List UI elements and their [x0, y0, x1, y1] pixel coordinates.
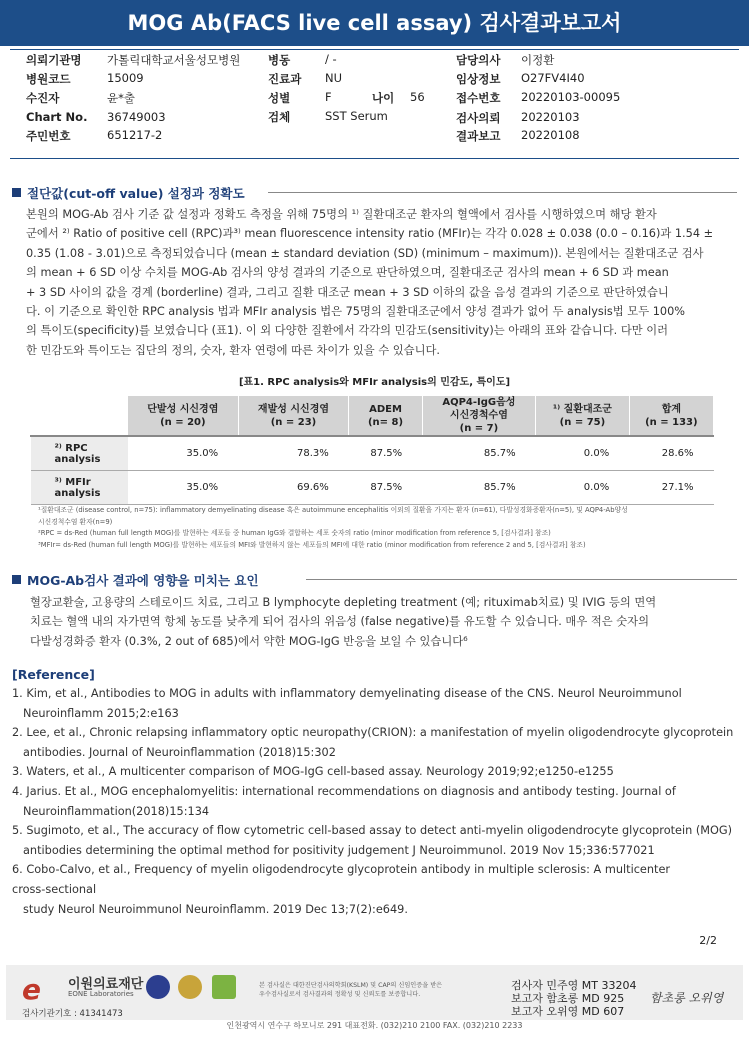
id-label: 주민번호	[26, 129, 71, 143]
table-cell: 28.6%	[629, 436, 713, 471]
chart-value: 36749003	[107, 110, 166, 124]
age-value: 56	[410, 90, 425, 104]
hospital-label: 의뢰기관명	[26, 53, 82, 67]
cap-cert-icon	[146, 975, 170, 999]
dept-label: 진료과	[268, 72, 302, 86]
id-value: 651217-2	[107, 128, 163, 142]
doctor-value: 이정환	[521, 53, 555, 67]
list-item: antibodies. Journal of Neuroinflammation (2018)15:302	[23, 745, 336, 759]
row-label: ³⁾ MFIr analysis	[31, 471, 128, 505]
hospital-value: 가톨릭대학교서울성모병원	[107, 53, 241, 67]
table-row	[31, 436, 714, 471]
table-cell: 0.0%	[536, 471, 630, 505]
reference-list	[12, 684, 734, 919]
list-item: 2. Lee, et al., Chronic relapsing inflammatory optic neuropathy(CRION): a manifestation of myelin oligodendrocyte glycoprotein	[12, 726, 734, 740]
report-title: MOG Ab(FACS live cell assay) 검사결과보고서	[0, 0, 749, 46]
specimen-label: 검체	[268, 110, 291, 124]
list-item: 3. Waters, et al., A multicenter comparison of MOG-IgG cell-based assay. Neurology 2019;92;e1250-e1255	[12, 765, 614, 779]
table-cell: 0.0%	[536, 436, 630, 471]
iso-cert-icon	[178, 975, 202, 999]
request-label: 검사의뢰	[456, 111, 501, 125]
eone-logo-icon: e	[22, 973, 41, 1006]
table-row	[31, 471, 714, 505]
table-cell: 85.7%	[422, 471, 535, 505]
list-item: cross-sectional	[12, 882, 97, 896]
chart-label: Chart No.	[26, 110, 88, 124]
list-item: 5. Sugimoto, et al., The accuracy of flow cytometric cell-based assay to detect anti-myelin oligodendrocyte glycoprotein (MOG)	[12, 824, 733, 838]
bullet-square-icon	[12, 188, 21, 197]
clinical-label: 임상정보	[456, 72, 501, 86]
tester-info: 검사자 민주영 MT 33204	[511, 979, 637, 992]
certification-notice: 본 검사실은 대한진단검사의학회(KSLM) 및 CAP의 신임인증을 받은 우수검사실로서 검사결과의 정확성 및 신뢰도를 보증합니다.	[259, 982, 443, 998]
table-header-cell: 재발성 시신경염 (n = 23)	[238, 396, 349, 437]
info-divider	[10, 158, 739, 159]
list-item: Neuroinflammation(2018)15:134	[23, 804, 210, 818]
doctor-label: 담당의사	[456, 53, 501, 67]
table-cell: 78.3%	[238, 436, 349, 471]
company-name: 이원의료재단	[68, 977, 144, 992]
table-cell: 87.5%	[349, 436, 422, 471]
section-factors-text: 혈장교환술, 고용량의 스테로이드 치료, 그리고 B lymphocyte depleting treatment (예; rituximab치료) 및 IVIG 등의 면역 치료는 혈액 내의 자가면역 항체 농도를 낮추게 되어 검사의 위음성 (false negative)를 유도할 수 있습니다. 매우 적은 숫자의 다발성경화증 환자 (0.3%, 2 out of 685)에서 약한 MOG-IgG 반응을 보일 수 있습니다⁶	[30, 596, 657, 648]
report-date-label: 결과보고	[456, 129, 501, 143]
clinical-value: O27FV4I40	[521, 71, 585, 85]
age-label: 나이	[372, 91, 395, 105]
kslm-cert-icon	[212, 975, 236, 999]
examinee-value: 윤*출	[107, 91, 135, 105]
footer	[6, 965, 743, 1020]
ward-value: / -	[325, 52, 337, 66]
list-item: antibodies determining the optimal method for positivity judgement J Neuroimmunol. 2019 Nov 15;336:577021	[23, 843, 655, 857]
list-item: 4. Jarius. Et al., MOG encephalomyelitis: international recommendations on diagnosis and antibody testing. Journal of	[12, 784, 676, 798]
table-header-cell: 단발성 시신경염 (n = 20)	[128, 396, 239, 437]
sensitivity-table	[30, 395, 714, 505]
table-cell: 35.0%	[128, 436, 239, 471]
reference-heading: [Reference]	[12, 667, 95, 682]
request-value: 20220103	[521, 110, 580, 124]
reporter-info-2: 보고자 오위영 MD 607	[511, 1005, 625, 1018]
specimen-value: SST Serum	[325, 109, 388, 123]
table-header-cell: AQP4-IgG음성 시신경척수염 (n = 7)	[422, 396, 535, 437]
section-cutoff-heading: 절단값(cut-off value) 설정과 정확도	[12, 184, 245, 202]
list-item: 1. Kim, et al., Antibodies to MOG in adults with inflammatory demyelinating disease of the CNS. Neurol Neuroimmunol	[12, 687, 682, 700]
header-divider	[10, 49, 739, 50]
table-header-row	[31, 396, 714, 437]
company-name-en: EONE Laboratories	[68, 990, 134, 998]
list-item: Neuroinflamm 2015;2:e163	[23, 706, 179, 720]
signature: 함초롱 오위영	[650, 991, 724, 1005]
institution-code: 검사기관기호 : 41341473	[22, 1009, 123, 1019]
dept-value: NU	[325, 71, 343, 85]
table-cell: 35.0%	[128, 471, 239, 505]
sex-value: F	[325, 90, 332, 104]
list-item: study Neurol Neuroimmunol Neuroinflamm. 2019 Dec 13;7(2):e649.	[23, 902, 408, 916]
table-header-cell	[31, 396, 128, 437]
row-label: ²⁾ RPC analysis	[31, 436, 128, 471]
company-address: 인천광역시 연수구 하모니로 291 대표전화. (032)210 2100 FAX. (032)210 2233	[226, 1021, 523, 1030]
table-header-cell: ADEM (n= 8)	[349, 396, 422, 437]
code-label: 병원코드	[26, 72, 71, 86]
table-cell: 69.6%	[238, 471, 349, 505]
section-cutoff-rule	[268, 192, 737, 193]
table-cell: 85.7%	[422, 436, 535, 471]
table-title: [표1. RPC analysis와 MFIr analysis의 민감도, 특이도]	[238, 377, 511, 388]
list-item: 6. Cobo-Calvo, et al., Frequency of myelin oligodendrocyte glycoprotein antibody in multiple sclerosis: A multicenter	[12, 863, 671, 877]
section-cutoff-text: 본원의 MOG-Ab 검사 기준 값 설정과 정확도 측정을 위해 75명의 ¹⁾ 질환대조군 환자의 혈액에서 검사를 시행하였으며 해당 환자 군에서 ²⁾ Ratio of positive cell (RPC)과³⁾ mean fluorescence intensity ratio (MFIr)는 각각 0.028 ± 0.038 (0.0 – 0.16)과 1.54 ± 0.35 (1.08 - 3.01)으로 측정되었습니다 (mean ± standard deviation (SD) (minimum – maximum)). 본원에서는 질환대조군 검사 의 mean + 6 SD 이상 수치를 MOG-Ab 검사의 양성 결과의 기준으로 판단하였으며, 질환대조군 검사의 mean + 6 SD 과 mean + 3 SD 사이의 값을 경계 (borderline) 결과, 그리고 질환 대조군 mean + 3 SD 이하의 값을 음성 결과의 기준으로 판단하였습니 다. 이 기준으로 확인한 RPC analysis 법과 MFIr analysis 법은 75명의 질환대조군에서 양성 결과가 없어 두 analysis법 모두 100% 의 특이도(specificity)를 보였습니다 (표1). 이 외 다양한 질환에서 각각의 민감도(sensitivity)는 아래의 표와 같습니다. 다만 이러 한 민감도와 특이도는 집단의 정의, 숫자, 환자 연령에 따른 차이가 있을 수 있습니다.	[26, 208, 714, 357]
receipt-label: 접수번호	[456, 91, 501, 105]
code-value: 15009	[107, 71, 144, 85]
table-header-cell: ¹⁾ 질환대조군 (n = 75)	[536, 396, 630, 437]
ward-label: 병동	[268, 53, 291, 67]
page-number: 2/2	[699, 934, 717, 947]
receipt-value: 20220103-00095	[521, 90, 621, 104]
sex-label: 성별	[268, 91, 291, 105]
section-factors-heading: MOG-Ab검사 결과에 영향을 미치는 요인	[12, 571, 259, 589]
report-date-value: 20220108	[521, 128, 580, 142]
section-factors-rule	[306, 579, 737, 580]
table-header-cell: 합계 (n = 133)	[629, 396, 713, 437]
table-cell: 87.5%	[349, 471, 422, 505]
table-footnotes: ¹질환대조군 (disease control, n=75): inflammatory demyelinating disease 혹은 autoimmune encephalitis 이외의 질환을 가지는 환자 (n=61), 다발성경화증환자(n=5), 및 AQP4-Ab양성 시신경척수염 환자(n=9) ²RPC = ds-Red (human full length MOG)를 발현하는 세포들 중 human IgG와 결합하는 세포 숫자의 ratio (minor modification from reference 5, [검사결과] 참조) ³MFIr= ds-Red (human full length MOG)를 발현하는 세포들의 MFI와 발현하지 않는 세포들의 MFI에 대한 ratio (minor modification from reference 2 and 5, [검사결과] 참조)	[38, 506, 628, 549]
table-cell: 27.1%	[629, 471, 713, 505]
examinee-label: 수진자	[26, 91, 60, 105]
reporter-info-1: 보고자 함초롱 MD 925	[511, 992, 625, 1005]
bullet-square-icon	[12, 575, 21, 584]
